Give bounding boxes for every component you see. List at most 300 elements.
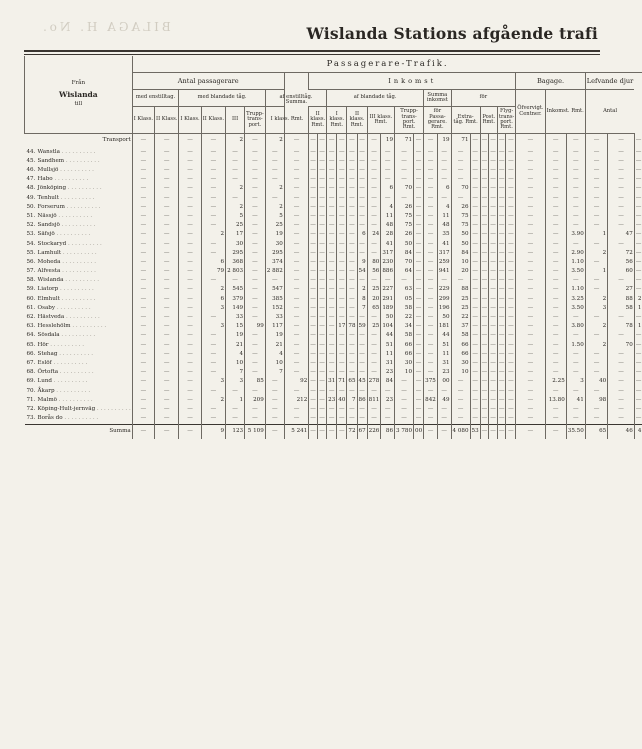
table-cell: —: [424, 350, 438, 359]
table-cell: 99: [245, 323, 266, 332]
table-row: [25, 350, 642, 359]
table-cell: —: [357, 176, 367, 185]
table-cell: —: [424, 203, 438, 212]
station-label: Wanstla: [37, 148, 60, 155]
leader-dots: . . . . . . . . . .: [48, 341, 84, 348]
table-cell: 3.80: [566, 323, 585, 332]
station-label: Alfvesta: [37, 268, 61, 275]
table-cell: —: [347, 249, 357, 258]
table-cell: —: [284, 249, 308, 258]
table-cell: —: [179, 203, 201, 212]
table-cell: 31: [381, 359, 395, 368]
table-cell: —: [470, 359, 480, 368]
station-label: Säfsjö: [37, 231, 55, 238]
table-cell: —: [414, 185, 424, 194]
table-cell: —: [327, 157, 337, 166]
col-II: II Klass.: [155, 107, 179, 134]
table-cell: —: [414, 231, 424, 240]
table-cell: 1: [226, 396, 245, 405]
table-cell: —: [437, 405, 451, 414]
table-cell: —: [155, 148, 179, 157]
table-cell: 72: [608, 249, 635, 258]
station-name: [25, 166, 133, 175]
table-cell: —: [634, 249, 642, 258]
table-cell: 19: [265, 231, 284, 240]
table-cell: —: [245, 350, 266, 359]
table-cell: —: [585, 134, 607, 149]
table-cell: 34: [395, 323, 414, 332]
table-cell: 60: [608, 267, 635, 276]
table-cell: —: [489, 194, 498, 203]
station-label: Sandsjö: [37, 222, 60, 229]
table-row: [25, 304, 642, 313]
table-cell: —: [155, 134, 179, 149]
table-cell: —: [347, 231, 357, 240]
table-cell: —: [284, 194, 308, 203]
table-cell: —: [132, 359, 154, 368]
table-cell: 66: [395, 341, 414, 350]
table-cell: —: [179, 231, 201, 240]
table-cell: —: [497, 378, 506, 387]
table-cell: —: [245, 176, 266, 185]
table-cell: —: [414, 194, 424, 203]
table-cell: 385: [265, 295, 284, 304]
table-cell: —: [245, 134, 266, 149]
table-cell: —: [357, 313, 367, 322]
row-number: 59.: [26, 286, 36, 293]
table-cell: 2: [265, 185, 284, 194]
table-cell: —: [317, 405, 326, 414]
row-number: 56.: [26, 258, 36, 265]
table-cell: 3 780: [395, 424, 414, 439]
station-label: Stehag: [37, 350, 58, 357]
table-cell: —: [155, 286, 179, 295]
table-cell: —: [470, 157, 480, 166]
table-cell: 5: [265, 212, 284, 221]
table-cell: —: [201, 185, 225, 194]
table-cell: —: [309, 194, 318, 203]
table-cell: —: [284, 414, 308, 424]
table-cell: —: [497, 212, 506, 221]
table-cell: —: [226, 148, 245, 157]
table-cell: —: [155, 295, 179, 304]
table-cell: 295: [265, 249, 284, 258]
table-cell: —: [317, 157, 326, 166]
station-label: Tenhult: [37, 194, 59, 201]
table-cell: 30: [451, 359, 470, 368]
table-cell: —: [480, 231, 489, 240]
table-cell: —: [367, 405, 381, 414]
table-cell: —: [309, 295, 318, 304]
table-cell: —: [132, 148, 154, 157]
table-cell: —: [309, 249, 318, 258]
table-cell: —: [155, 359, 179, 368]
table-cell: —: [497, 323, 506, 332]
table-cell: —: [245, 332, 266, 341]
table-cell: 19: [265, 332, 284, 341]
table-row: [25, 157, 642, 166]
leader-dots: . . . . . . . . . .: [59, 332, 96, 339]
table-cell: —: [347, 414, 357, 424]
table-cell: —: [497, 286, 506, 295]
table-cell: —: [634, 166, 642, 175]
table-cell: —: [284, 405, 308, 414]
table-cell: —: [347, 194, 357, 203]
table-cell: —: [327, 313, 337, 322]
table-cell: —: [585, 313, 607, 322]
table-cell: —: [585, 222, 607, 231]
station-name: [25, 286, 133, 295]
table-cell: —: [424, 405, 438, 414]
table-cell: 2: [585, 295, 607, 304]
table-cell: —: [585, 387, 607, 396]
table-cell: 6: [201, 295, 225, 304]
table-cell: —: [585, 359, 607, 368]
table-row: [25, 378, 642, 387]
station-label: Köping-Hult-jernväg: [37, 405, 96, 412]
station-label: Forserum: [37, 203, 65, 210]
table-cell: —: [201, 387, 225, 396]
table-cell: —: [516, 295, 545, 304]
table-cell: —: [424, 424, 438, 439]
table-cell: —: [265, 194, 284, 203]
table-cell: —: [357, 405, 367, 414]
leader-dots: . . . . . . . . . .: [70, 323, 107, 330]
table-cell: —: [132, 369, 154, 378]
table-cell: 86: [381, 424, 395, 439]
table-cell: 811: [367, 396, 381, 405]
table-cell: —: [470, 148, 480, 157]
table-cell: 317: [437, 249, 451, 258]
table-cell: 227: [381, 286, 395, 295]
leader-dots: . . . . . . . . . .: [59, 222, 96, 229]
row-number: 60.: [26, 295, 36, 302]
table-cell: —: [480, 387, 489, 396]
table-cell: —: [245, 414, 266, 424]
table-cell: —: [497, 240, 506, 249]
table-cell: —: [284, 222, 308, 231]
table-cell: —: [132, 134, 154, 149]
table-cell: —: [516, 277, 545, 286]
table-cell: —: [201, 166, 225, 175]
table-cell: —: [337, 231, 347, 240]
table-cell: —: [309, 387, 318, 396]
station-label: Osaby: [37, 304, 56, 311]
table-cell: —: [634, 258, 642, 267]
table-cell: —: [357, 277, 367, 286]
station-name: [25, 194, 133, 203]
table-cell: —: [155, 185, 179, 194]
table-cell: —: [245, 212, 266, 221]
table-cell: —: [634, 185, 642, 194]
table-cell: —: [337, 304, 347, 313]
table-cell: —: [545, 313, 566, 322]
table-cell: —: [585, 277, 607, 286]
table-cell: —: [497, 249, 506, 258]
table-cell: —: [516, 212, 545, 221]
table-cell: —: [201, 240, 225, 249]
table-cell: —: [470, 176, 480, 185]
header-animals: Lefvande djur: [585, 73, 634, 90]
table-cell: 152: [265, 304, 284, 313]
table-cell: —: [132, 231, 154, 240]
table-cell: —: [497, 405, 506, 414]
table-cell: 86: [357, 396, 367, 405]
table-cell: —: [155, 194, 179, 203]
table-cell: —: [585, 157, 607, 166]
leader-dots: . . . . . . . . . .: [58, 167, 94, 174]
leader-dots: . . . . . . . . . .: [57, 396, 93, 403]
leader-dots: . . . . . . . . . .: [58, 286, 94, 293]
table-cell: —: [634, 341, 642, 350]
station-label: Lund: [37, 378, 53, 385]
table-cell: —: [414, 267, 424, 276]
table-cell: —: [347, 405, 357, 414]
table-cell: —: [480, 194, 489, 203]
table-cell: —: [480, 304, 489, 313]
leader-dots: . . . . . . . . . .: [52, 176, 89, 183]
table-cell: —: [317, 240, 326, 249]
station-name: [25, 313, 133, 322]
table-cell: —: [497, 414, 506, 424]
table-cell: 23: [437, 369, 451, 378]
table-cell: —: [545, 267, 566, 276]
table-cell: —: [155, 222, 179, 231]
table-cell: —: [155, 323, 179, 332]
table-cell: —: [245, 387, 266, 396]
table-cell: —: [381, 176, 395, 185]
table-cell: —: [480, 258, 489, 267]
table-cell: 50: [381, 313, 395, 322]
table-cell: 547: [265, 286, 284, 295]
table-cell: —: [155, 350, 179, 359]
table-cell: —: [337, 194, 347, 203]
table-cell: —: [451, 176, 470, 185]
table-cell: 226: [367, 424, 381, 439]
col-extra: Extra-tåg. Rmt.: [451, 107, 480, 134]
station-label: Sandhem: [37, 157, 65, 164]
row-number: 63.: [26, 323, 36, 330]
table-cell: —: [367, 240, 381, 249]
table-cell: —: [566, 277, 585, 286]
table-cell: —: [327, 350, 337, 359]
table-cell: —: [132, 332, 154, 341]
table-cell: —: [395, 157, 414, 166]
table-cell: 3: [201, 378, 225, 387]
table-cell: —: [608, 240, 635, 249]
table-cell: —: [497, 148, 506, 157]
table-cell: —: [179, 378, 201, 387]
table-cell: —: [424, 323, 438, 332]
table-cell: —: [179, 134, 201, 149]
table-cell: —: [201, 176, 225, 185]
header-summa-inkomst: Summa inkomst: [424, 90, 451, 107]
table-cell: 259: [437, 258, 451, 267]
table-cell: —: [317, 249, 326, 258]
table-cell: —: [367, 134, 381, 149]
table-cell: —: [179, 350, 201, 359]
table-cell: —: [516, 166, 545, 175]
table-cell: —: [337, 387, 347, 396]
table-cell: —: [516, 258, 545, 267]
leader-dots: . . . . . . . . . .: [54, 231, 91, 238]
table-cell: 21: [226, 341, 245, 350]
table-cell: —: [155, 176, 179, 185]
table-cell: —: [506, 396, 516, 405]
table-cell: —: [347, 166, 357, 175]
table-cell: —: [317, 148, 326, 157]
table-cell: —: [566, 157, 585, 166]
table-cell: —: [284, 304, 308, 313]
leader-dots: . . . . . . . . . .: [59, 295, 96, 302]
table-cell: —: [585, 212, 607, 221]
col-trupp: Trupp-trans-port.: [245, 107, 266, 134]
table-cell: —: [132, 387, 154, 396]
table-cell: —: [545, 222, 566, 231]
table-cell: —: [179, 332, 201, 341]
table-row: [25, 185, 642, 194]
table-cell: —: [284, 176, 308, 185]
table-cell: 2: [265, 134, 284, 149]
table-cell: 05: [395, 295, 414, 304]
table-cell: —: [201, 194, 225, 203]
table-cell: —: [424, 157, 438, 166]
table-cell: 10: [451, 369, 470, 378]
header-antal: Antal: [585, 90, 634, 134]
table-cell: —: [284, 359, 308, 368]
table-cell: 19: [226, 332, 245, 341]
table-cell: —: [414, 249, 424, 258]
table-cell: —: [497, 396, 506, 405]
table-cell: —: [309, 350, 318, 359]
table-cell: —: [489, 148, 498, 157]
table-cell: 50: [451, 231, 470, 240]
table-cell: —: [480, 286, 489, 295]
table-cell: 4 080: [451, 424, 470, 439]
header-med-enstilltag: med enstilltag.: [132, 90, 179, 107]
table-cell: —: [566, 332, 585, 341]
table-cell: —: [437, 424, 451, 439]
table-cell: —: [608, 396, 635, 405]
table-cell: —: [506, 424, 516, 439]
table-row: [25, 323, 642, 332]
table-cell: 368: [226, 258, 245, 267]
table-cell: —: [327, 249, 337, 258]
table-cell: 58: [395, 332, 414, 341]
table-cell: —: [179, 157, 201, 166]
table-cell: 886: [381, 267, 395, 276]
table-cell: —: [309, 212, 318, 221]
table-cell: —: [545, 277, 566, 286]
table-cell: —: [470, 212, 480, 221]
table-cell: 84: [381, 378, 395, 387]
table-cell: —: [634, 332, 642, 341]
table-cell: —: [347, 304, 357, 313]
table-cell: —: [470, 134, 480, 149]
table-cell: 11: [437, 350, 451, 359]
table-cell: —: [327, 304, 337, 313]
table-cell: —: [337, 277, 347, 286]
table-cell: —: [489, 277, 498, 286]
table-cell: —: [451, 194, 470, 203]
table-cell: —: [309, 359, 318, 368]
table-cell: 10: [395, 369, 414, 378]
table-cell: —: [634, 148, 642, 157]
table-cell: —: [347, 332, 357, 341]
table-cell: —: [179, 258, 201, 267]
table-cell: —: [545, 350, 566, 359]
table-cell: —: [284, 350, 308, 359]
station-name: [25, 157, 133, 166]
table-cell: 88: [451, 286, 470, 295]
table-cell: —: [381, 194, 395, 203]
table-cell: —: [437, 176, 451, 185]
row-number: 64.: [26, 332, 36, 339]
station-name: [25, 267, 133, 276]
table-cell: —: [327, 277, 337, 286]
table-cell: —: [480, 424, 489, 439]
table-cell: 941: [437, 267, 451, 276]
table-cell: 41: [437, 240, 451, 249]
table-cell: —: [470, 350, 480, 359]
table-cell: —: [506, 286, 516, 295]
table-cell: —: [489, 359, 498, 368]
table-row: [25, 212, 642, 221]
station-name: [25, 222, 133, 231]
table-cell: 3.25: [566, 295, 585, 304]
table-cell: —: [381, 166, 395, 175]
station-name: [25, 378, 133, 387]
table-cell: —: [497, 267, 506, 276]
table-cell: —: [424, 359, 438, 368]
table-cell: 31: [437, 359, 451, 368]
table-cell: —: [309, 134, 318, 149]
table-cell: —: [337, 267, 347, 276]
leader-dots: . . . . . . . . . .: [52, 378, 88, 385]
table-cell: 2 803: [226, 267, 245, 276]
table-cell: —: [480, 212, 489, 221]
station-name: [25, 295, 133, 304]
table-cell: —: [506, 222, 516, 231]
table-cell: —: [179, 240, 201, 249]
table-cell: —: [608, 414, 635, 424]
table-cell: —: [470, 249, 480, 258]
table-cell: —: [506, 313, 516, 322]
station-label: Hesslehölm: [37, 323, 71, 330]
table-cell: 21: [265, 341, 284, 350]
table-cell: —: [516, 387, 545, 396]
table-cell: —: [634, 157, 642, 166]
station-name: [25, 304, 133, 313]
table-cell: —: [201, 134, 225, 149]
table-cell: 17: [226, 231, 245, 240]
leader-dots: . . . . . . . . . .: [55, 304, 91, 311]
col-I: I Klass.: [179, 107, 201, 134]
table-cell: 17: [337, 323, 347, 332]
table-cell: —: [585, 240, 607, 249]
table-cell: —: [497, 166, 506, 175]
table-cell: —: [309, 148, 318, 157]
station-name: [25, 341, 133, 350]
station-name: [25, 176, 133, 185]
row-number: 49.: [26, 194, 36, 201]
table-cell: 33: [226, 313, 245, 322]
table-cell: —: [424, 222, 438, 231]
table-cell: 49: [437, 396, 451, 405]
table-cell: —: [424, 212, 438, 221]
table-cell: 3.90: [566, 231, 585, 240]
table-cell: —: [381, 387, 395, 396]
